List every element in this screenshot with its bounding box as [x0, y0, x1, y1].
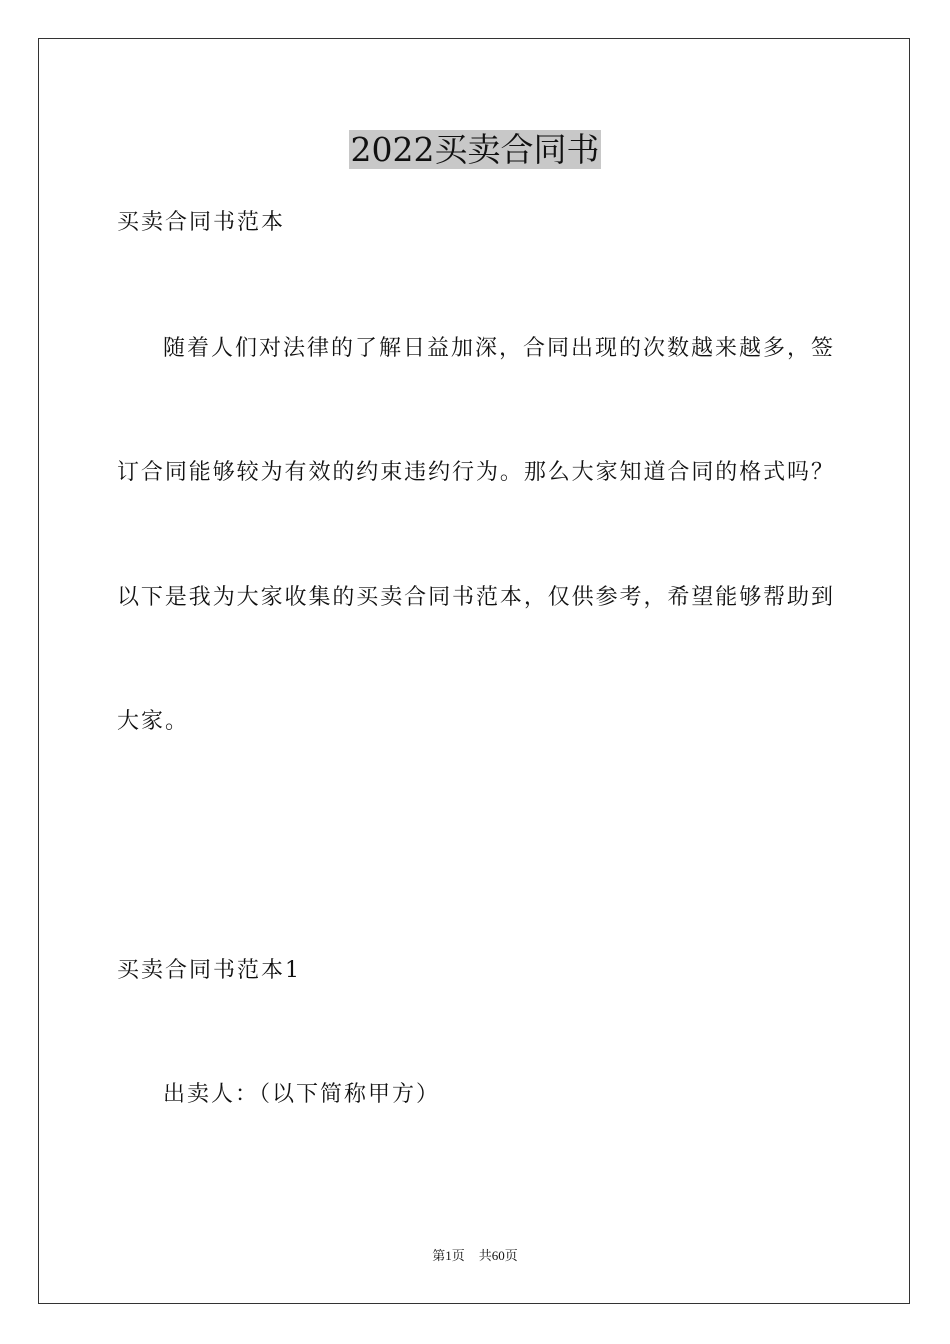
- paragraph-line: 出卖人：（以下简称甲方）: [163, 1082, 441, 1107]
- section-heading: 买卖合同书范本1: [117, 958, 301, 983]
- paragraph-line: 随着人们对法律的了解日益加深，合同出现的次数越来越多，签: [163, 336, 833, 361]
- paragraph-line: 以下是我为大家收集的买卖合同书范本，仅供参考，希望能够帮助到: [117, 585, 833, 610]
- page-total: 共60页: [478, 1248, 518, 1263]
- document-title: [0, 128, 950, 172]
- paragraph-line: 订合同能够较为有效的约束违约行为。那么大家知道合同的格式吗？: [117, 460, 833, 485]
- paragraph-line: 大家。: [117, 709, 190, 734]
- section-heading: 买卖合同书范本: [117, 210, 286, 235]
- page-footer: [0, 1247, 950, 1265]
- page-number: 第1页: [432, 1248, 465, 1263]
- document-title-text: 2022买卖合同书: [350, 130, 600, 169]
